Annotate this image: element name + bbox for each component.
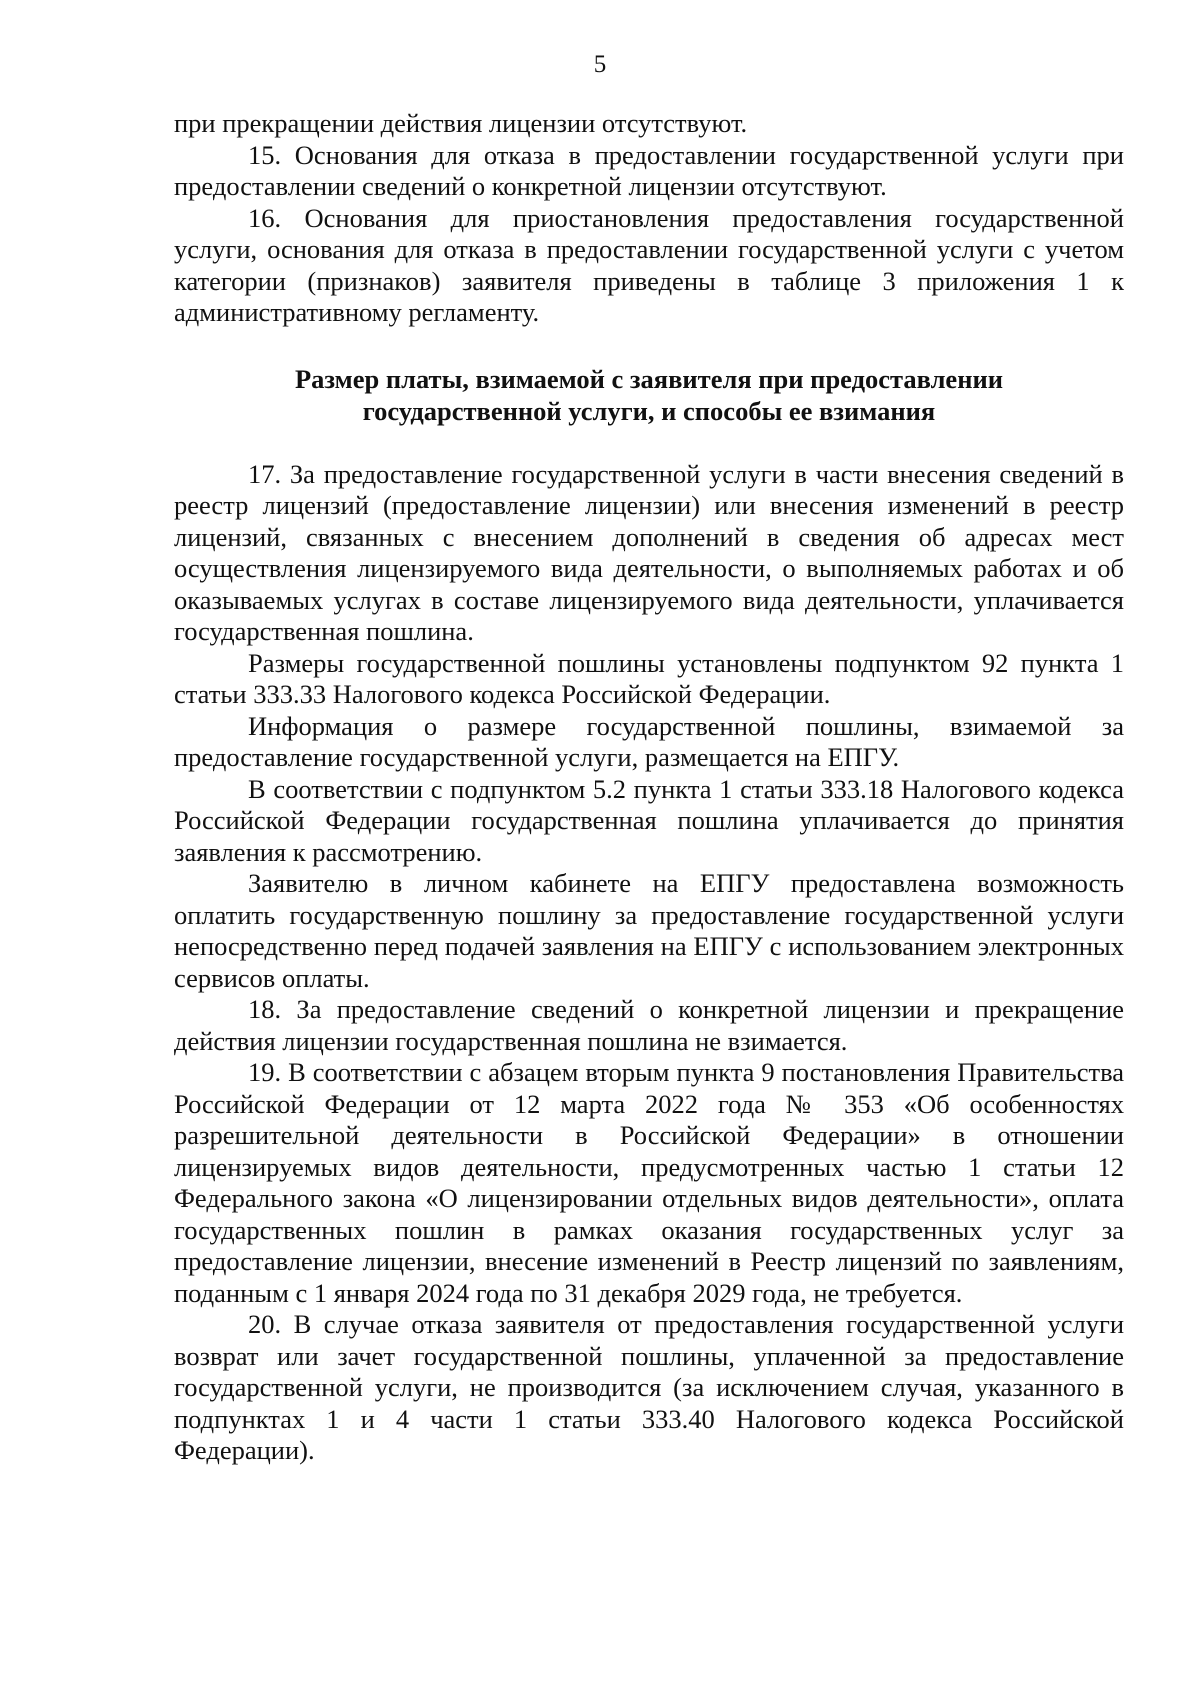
paragraph-16: 16. Основания для приостановления предоставления государственной услуги, основания для отказа в предоставлении государственной услуги с учетом категории (признаков) заявителя приведены в таблице 3 приложения 1 к административному регламенту. <box>174 202 1124 327</box>
page-number: 5 <box>593 51 607 78</box>
paragraph-online-payment: Заявителю в личном кабинете на ЕПГУ предоставлена возможность оплатить государственную пошлину за предоставление государственной услуги непосредственно перед подачей заявления на ЕПГУ с использованием электронных сервисов оплаты. <box>174 868 1124 993</box>
paragraph-fee-timing: В соответствии с подпунктом 5.2 пункта 1 статьи 333.18 Налогового кодекса Российской Федерации государственная пошлина уплачивается до принятия заявления к рассмотрению. <box>174 773 1124 867</box>
section-heading-line-1: Размер платы, взимаемой с заявителя при предоставлении <box>294 363 1004 394</box>
paragraph-18: 18. За предоставление сведений о конкретной лицензии и прекращение действия лицензии государственная пошлина не взимается. <box>174 994 1124 1056</box>
paragraph-continuation: при прекращении действия лицензии отсутствуют. <box>174 108 748 138</box>
paragraph-15: 15. Основания для отказа в предоставлении государственной услуги при предоставлении сведений о конкретной лицензии отсутствуют. <box>174 139 1124 201</box>
paragraph-fee-sizes: Размеры государственной пошлины установлены подпунктом 92 пункта 1 статьи 333.33 Налогового кодекса Российской Федерации. <box>174 647 1124 709</box>
paragraph-19: 19. В соответствии с абзацем вторым пункта 9 постановления Правительства Российской Федерации от 12 марта 2022 года № 353 «Об особенностях разрешительной деятельности в Российской Федерации» в отношении лицензируемых видов деятельности, предусмотренных частью 1 статьи 12 Федерального закона «О лицензировании отдельных видов деятельности», оплата государственных пошлин в рамках оказания государственных услуг за предоставление лицензии, внесение изменений в Реестр лицензий по заявлениям, поданным с 1 января 2024 года по 31 декабря 2029 года, не требуется. <box>174 1057 1124 1308</box>
section-heading-line-2: государственной услуги, и способы ее взимания <box>362 395 936 426</box>
paragraph-17: 17. За предоставление государственной услуги в части внесения сведений в реестр лицензий (предоставление лицензии) или внесения изменений в реестр лицензий, связанных с внесением дополнений в сведения об адресах мест осуществления лицензируемого вида деятельности, о выполняемых работах и об оказываемых услугах в составе лицензируемого вида деятельности, уплачивается государственная пошлина. <box>174 458 1124 646</box>
section-heading <box>174 363 1124 427</box>
document-body <box>174 108 1124 1467</box>
paragraph-20: 20. В случае отказа заявителя от предоставления государственной услуги возврат или зачет государственной пошлины, уплаченной за предоставление государственной услуги, не производится (за исключением случая, указанного в подпунктах 1 и 4 части 1 статьи 333.40 Налогового кодекса Российской Федерации). <box>174 1309 1124 1465</box>
paragraph-fee-info: Информация о размере государственной пошлины, взимаемой за предоставление государственной услуги, размещается на ЕПГУ. <box>174 710 1124 772</box>
